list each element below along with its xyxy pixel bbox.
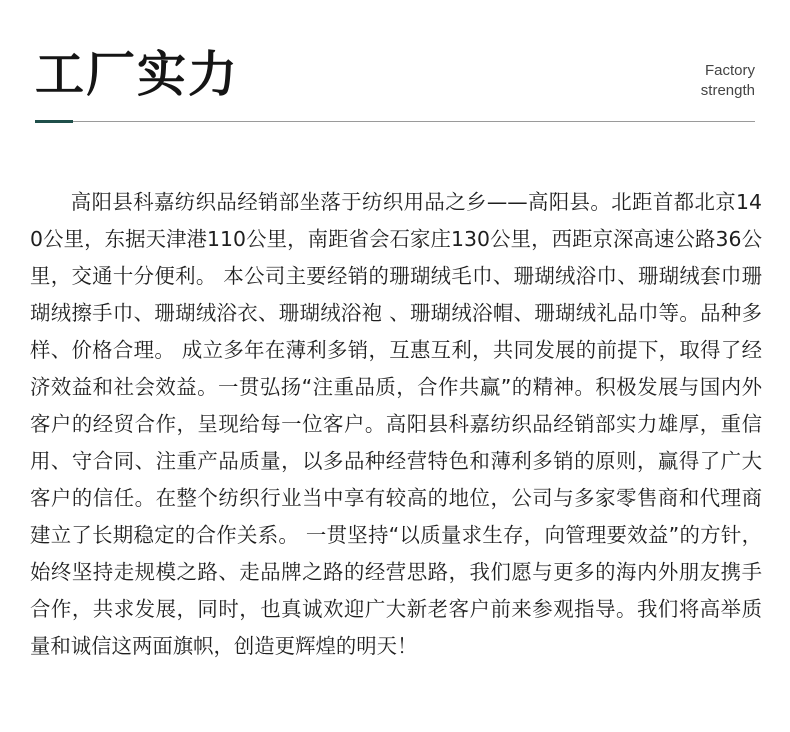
- company-description: 高阳县科嘉纺织品经销部坐落于纺织用品之乡——高阳县。北距首都北京140公里，东据天津港110公里，南距省会石家庄130公里，西距京深高速公路36公里，交通十分便利。 本公司主要经销的珊瑚绒毛巾、珊瑚绒浴巾、珊瑚绒套巾珊瑚绒擦手巾、珊瑚绒浴衣、珊瑚绒浴袍 、珊瑚绒浴帽、珊瑚绒礼品巾等。品种多样、价格合理。 成立多年在薄利多销，互惠互利，共同发展的前提下，取得了经济效益和社会效益。一贯弘扬“注重品质，合作共赢”的精神。积极发展与国内外客户的经贸合作，呈现给每一位客户。高阳县科嘉纺织品经销部实力雄厚，重信用、守合同、注重产品质量，以多品种经营特色和薄利多销的原则，赢得了广大客户的信任。在整个纺织行业当中享有较高的地位，公司与多家零售商和代理商建立了长期稳定的合作关系。 一贯坚持“以质量求生存，向管理要效益”的方针，始终坚持走规模之路、走品牌之路的经营思路，我们愿与更多的海内外朋友携手合作，共求发展，同时，也真诚欢迎广大新老客户前来参观指导。我们将高举质量和诚信这两面旗帜，创造更辉煌的明天！: [30, 190, 762, 658]
- header-divider-accent: [35, 120, 73, 123]
- subtitle-line-2: strength: [700, 82, 755, 99]
- subtitle-line-1: Factory: [704, 62, 755, 79]
- header-divider: [35, 121, 755, 122]
- page-header: [35, 45, 755, 125]
- page-subtitle: [701, 61, 755, 101]
- page-title: 工厂实力: [35, 46, 240, 103]
